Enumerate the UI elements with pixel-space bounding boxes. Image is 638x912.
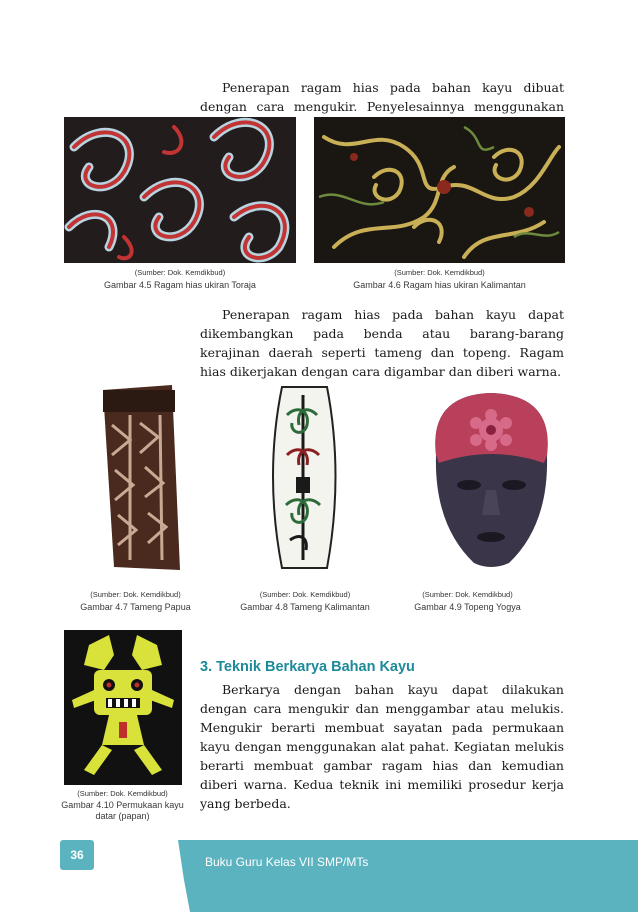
image-papan-kayu <box>64 630 182 785</box>
figure-source: (Sumber: Dok. Kemdikbud) <box>394 268 485 277</box>
figure-source: (Sumber: Dok. Kemdikbud) <box>422 590 513 599</box>
figure-caption: Gambar 4.5 Ragam hias ukiran Toraja <box>104 280 256 290</box>
figure-source: (Sumber: Dok. Kemdikbud) <box>259 590 351 599</box>
figure-caption: Gambar 4.7 Tameng Papua <box>80 602 191 612</box>
image-tameng-kalimantan <box>262 385 344 570</box>
figure-caption: Gambar 4.6 Ragam hias ukiran Kalimantan <box>353 280 526 290</box>
footer-bar <box>0 840 638 912</box>
image-tameng-papua <box>100 385 182 570</box>
paragraph-techniques: Berkarya dengan bahan kayu dapat dilakukan dengan cara mengukir dan menggambar atau melukis. Mengukir berarti membuat sayatan pada permukaan kayu dengan menggunakan alat pahat. Kegiatan melukis berarti membuat gambar ragam hias dan kemudian diberi warna. Kedua teknik ini memiliki prosedur kerja yang berbeda. <box>200 682 564 811</box>
figure-caption: Gambar 4.10 Permukaan kayu datar (papan) <box>61 800 184 821</box>
figure-source: (Sumber: Dok. Kemdikbud) <box>90 590 181 599</box>
figure-caption: Gambar 4.8 Tameng Kalimantan <box>240 602 370 612</box>
figure-source: (Sumber: Dok. Kemdikbud) <box>77 789 168 798</box>
page-number: 36 <box>70 848 84 862</box>
figure-source: (Sumber: Dok. Kemdikbud) <box>134 268 226 277</box>
image-toraja-carving <box>64 117 296 263</box>
paragraph-intro-carving: Penerapan ragam hias pada bahan kayu dibuat dengan cara mengukir. Penyelesainnya menggunakan <box>200 80 564 114</box>
figure-caption: Gambar 4.9 Topeng Yogya <box>414 602 521 612</box>
book-title: Buku Guru Kelas VII SMP/MTs <box>205 855 369 869</box>
paragraph-crafts: Penerapan ragam hias pada bahan kayu dapat dikembangkan pada benda atau barang-barang kerajinan daerah seperti tameng dan topeng. Ragam hias dikerjakan dengan cara digambar dan diberi warna. <box>200 307 564 379</box>
image-kalimantan-carving <box>314 117 565 263</box>
section-heading: 3. Teknik Berkarya Bahan Kayu <box>200 659 415 675</box>
image-topeng-yogya <box>424 385 559 570</box>
